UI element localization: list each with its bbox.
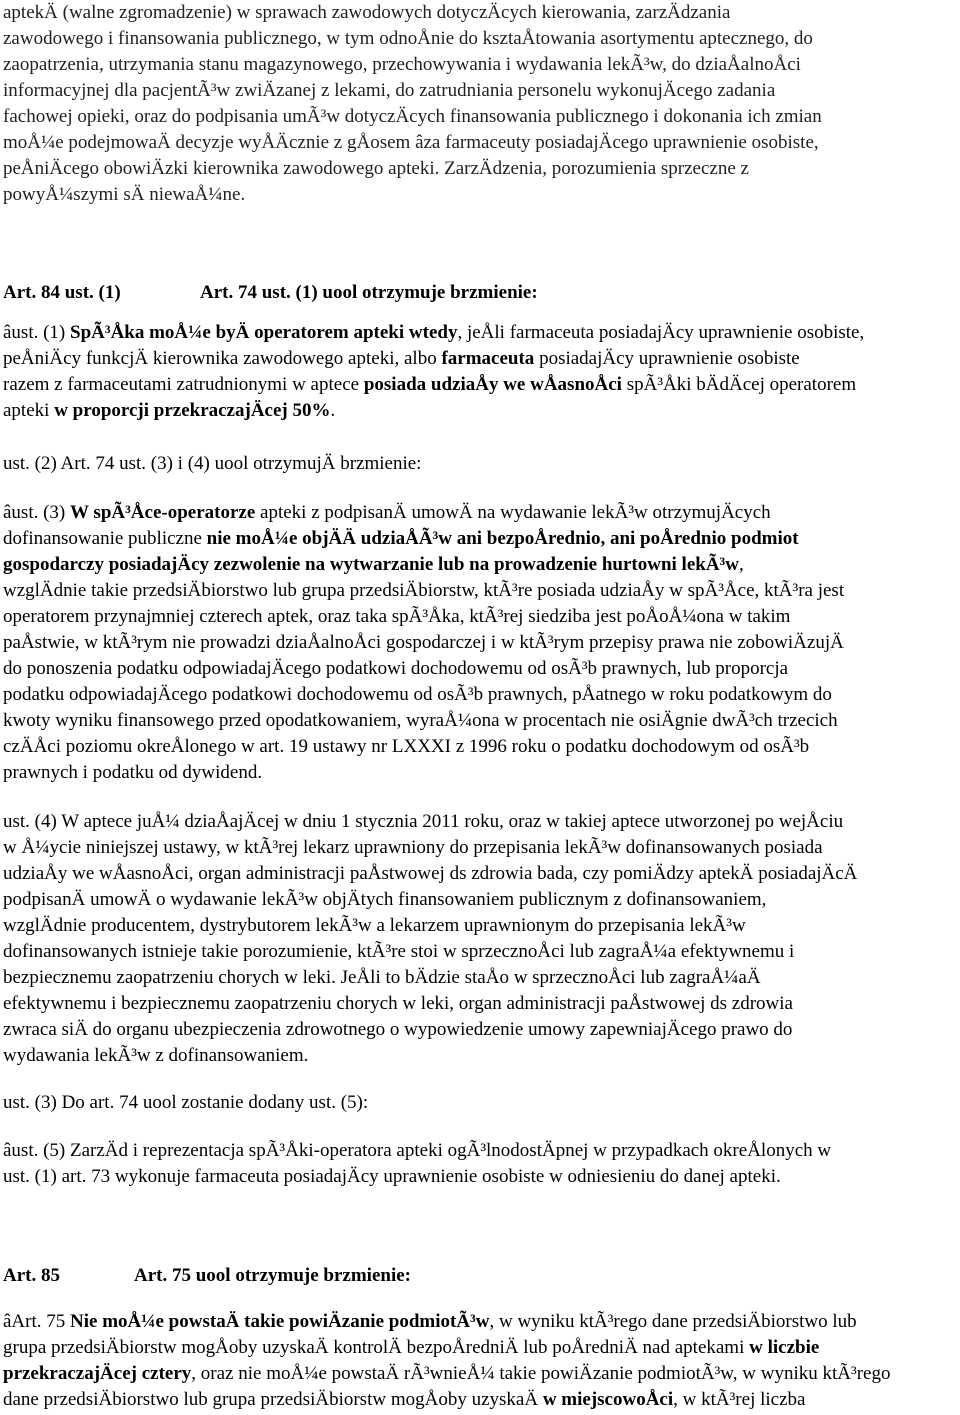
text-run: razem z farmaceutami zatrudnionymi w aptece <box>3 374 364 395</box>
text-run: , <box>738 554 744 575</box>
text-run: âArt. 75 <box>3 1311 71 1332</box>
ust3-add-heading <box>3 1090 957 1116</box>
intro-line: aptekÄ (walne zgromadzenie) w sprawach zawodowych dotyczÄcych kierowania, zarzÄdzania <box>3 2 731 23</box>
bold-run: w miejscowoÅci <box>542 1389 674 1410</box>
ust5-line: ust. (1) art. 73 wykonuje farmaceuta posiadajÄcy uprawnienie osobiste w odniesieniu do danej apteki. <box>3 1166 781 1187</box>
ust3-line: kwoty wyniku finansowego przed opodatkowaniem, wyraÅ¼ona w procentach nie osiÄgnie dwÃ³ch trzecich <box>3 710 838 731</box>
text-run: , oraz nie moÅ¼e powstaÄ rÃ³wnieÅ¼ takie powiÄzanie podmiotÃ³w, w wyniku ktÃ³rego <box>191 1363 891 1384</box>
text-run: spÃ³Åki bÄdÄcej operatorem <box>621 374 857 395</box>
ust3-line <box>3 526 957 552</box>
text-run: apteki z podpisanÄ umowÄ na wydawanie lekÃ³w otrzymujÄcych <box>255 502 771 523</box>
ust3-paragraph <box>3 500 957 786</box>
ust1-paragraph <box>3 320 957 424</box>
ust4-line: ust. (4) W aptece juÅ¼ dziaÅajÄcej w dniu 1 stycznia 2011 roku, oraz w takiej aptece utworzonej po wejÅciu <box>3 811 844 832</box>
text-run: dane przedsiÄbiorstwo lub grupa przedsiÄbiorstw mogÅoby uzyskaÄ <box>3 1389 543 1410</box>
ust4-line: wzglÄdnie producentem, dystrybutorem lekÃ³w a lekarzem uprawnionym do przepisania lekÃ³w <box>3 915 746 936</box>
bold-run: Nie moÅ¼e powstaÄ takie powiÄzanie podmiotÃ³w <box>70 1311 490 1332</box>
art75-line <box>3 1387 957 1413</box>
ust3-line: paÅstwie, w ktÃ³rym nie prowadzi dziaÅalnoÅci gospodarczej i w ktÃ³rym przepisy prawa nie zobowiÄzujÄ <box>3 632 844 653</box>
ust5-paragraph <box>3 1138 957 1190</box>
text-run: dofinansowanie publiczne <box>3 528 207 549</box>
intro-line: informacyjnej dla pacjentÃ³w zwiÄzanej z lekami, do zatrudniania personelu wykonujÄcego zadania <box>3 80 776 101</box>
text-run: apteki <box>3 400 55 421</box>
bold-run: gospodarczy posiadajÄcy zezwolenie na wytwarzanie lub na prowadzenie hurtowni lekÃ³w <box>3 554 739 575</box>
ust3-add-heading-text: ust. (3) Do art. 74 uool zostanie dodany ust. (5): <box>3 1092 369 1113</box>
text-run: posiadajÄcy uprawnienie osobiste <box>534 348 800 369</box>
ust3-line: operatorem przynajmniej czterech aptek, oraz taka spÃ³Åka, ktÃ³rej siedziba jest poÅoÅ¼ona w takim <box>3 606 791 627</box>
intro-line: moÅ¼e podejmowaÄ decyzje wyÅÄcznie z gÅosem âza farmaceuty posiadajÄcego uprawnienie osobiste, <box>3 132 819 153</box>
text-run: grupa przedsiÄbiorstw mogÅoby uzyskaÄ kontrolÄ bezpoÅredniÄ lub poÅredniÄ nad aptekami <box>3 1337 750 1358</box>
ust4-line: efektywnemu i bezpiecznemu zaopatrzeniu chorych w leki, organ administracji paÅstwowej ds zdrowia <box>3 993 793 1014</box>
ust4-line: zwraca siÄ do organu ubezpieczenia zdrowotnego o wypowiedzenie umowy zapewniajÄcego prawo do <box>3 1019 793 1040</box>
text-run: , jeÅli farmaceuta posiadajÄcy uprawnienie osobiste, <box>457 322 865 343</box>
ust2-heading <box>3 451 957 477</box>
intro-line: fachowej opieki, oraz do podpisania umÃ³w dotyczÄcych finansowania publicznego i dokonania ich zmian <box>3 106 822 127</box>
ust4-line: podpisanÄ umowÄ o wydawanie lekÃ³w objÄtych finansowaniem publicznym z dofinansowaniem, <box>3 889 767 910</box>
ust3-line: czÄÅci poziomu okreÅlonego w art. 19 ustawy nr LXXXI z 1996 roku o podatku dochodowym od osÃ³b <box>3 736 810 757</box>
ust4-line: w Å¼ycie niniejszej ustawy, w ktÃ³rej lekarz uprawniony do przepisania lekÃ³w dofinansowanych posiada <box>3 837 823 858</box>
bold-run: nie moÅ¼e objÄÄ udziaÅÃ³w ani bezpoÅrednio, ani poÅrednio podmiot <box>206 528 799 549</box>
ust3-line: prawnych i podatku od dywidend. <box>3 762 263 783</box>
bold-run: w proporcji przekraczajÄcej 50% <box>54 400 331 421</box>
art75-line <box>3 1361 957 1387</box>
ust4-line: dofinansowanych istnieje takie porozumienie, ktÃ³re stoi w sprzecznoÅci lub zagraÅ¼a efektywnemu i <box>3 941 795 962</box>
bold-run: farmaceuta <box>441 348 535 369</box>
ust3-line: wzglÄdnie takie przedsiÄbiorstwo lub grupa przedsiÄbiorstw, ktÃ³re posiada udziaÅy w spÃ³Åce, ktÃ³ra jest <box>3 580 845 601</box>
text-run: . <box>330 400 336 421</box>
ust4-line: bezpiecznemu zaopatrzeniu chorych w leki. JeÅli to bÄdzie staÅo w sprzecznoÅci lub zagraÅ¼aÄ <box>3 967 761 988</box>
ust5-line: âust. (5) ZarzÄd i reprezentacja spÃ³Åki-operatora apteki ogÃ³lnodostÄpnej w przypadkach okreÅlonych w <box>3 1140 832 1161</box>
ust2-heading-text: ust. (2) Art. 74 ust. (3) i (4) uool otrzymujÄ brzmienie: <box>3 453 422 474</box>
bold-run: W spÃ³Åce-operatorze <box>70 502 256 523</box>
ust3-line: podatku odpowiadajÄcego podatkowi dochodowemu od osÃ³b prawnych, pÅatnego w roku podatkowym do <box>3 684 832 705</box>
text-run: , w ktÃ³rej liczba <box>673 1389 806 1410</box>
intro-line: powyÅ¼szymi sÄ niewaÅ¼ne. <box>3 184 246 205</box>
intro-line: zawodowego i finansowania publicznego, w tym odnoÅnie do ksztaÅtowania asortymentu aptecznego, do <box>3 28 813 49</box>
bold-run: posiada udziaÅy we wÅasnoÅci <box>363 374 622 395</box>
art84-heading-right: Art. 74 ust. (1) uool otrzymuje brzmienie: <box>200 282 538 303</box>
ust1-line <box>3 398 957 424</box>
bold-run: SpÃ³Åka moÅ¼e byÄ operatorem apteki wtedy <box>70 322 458 343</box>
ust3-line <box>3 500 957 526</box>
text-run: peÅniÄcy funkcjÄ kierownika zawodowego apteki, albo <box>3 348 442 369</box>
ust3-line <box>3 552 957 578</box>
art84-heading-left: Art. 84 ust. (1) <box>3 282 121 303</box>
ust4-line: wydawania lekÃ³w z dofinansowaniem. <box>3 1045 309 1066</box>
intro-paragraph <box>3 0 957 208</box>
intro-line: zaopatrzenia, utrzymania stanu magazynowego, przechowywania i wydawania lekÃ³w, do dziaÅalnoÅci <box>3 54 801 75</box>
art85-heading-right: Art. 75 uool otrzymuje brzmienie: <box>134 1265 412 1286</box>
art75-line <box>3 1309 957 1335</box>
text-run: âust. (1) <box>3 322 71 343</box>
intro-line: peÅniÄcego obowiÄzki kierownika zawodowego apteki. ZarzÄdzenia, porozumienia sprzeczne z <box>3 158 749 179</box>
art75-line <box>3 1335 957 1361</box>
text-run: , w wyniku ktÃ³rego dane przedsiÄbiorstwo lub <box>489 1311 857 1332</box>
ust4-paragraph <box>3 809 957 1069</box>
ust1-line <box>3 346 957 372</box>
bold-run: przekraczajÄcej cztery <box>3 1363 192 1384</box>
ust1-line <box>3 372 957 398</box>
art75-paragraph <box>3 1309 957 1413</box>
ust1-line <box>3 320 957 346</box>
text-run: âust. (3) <box>3 502 71 523</box>
bold-run: w liczbie <box>749 1337 820 1358</box>
art85-heading-left: Art. 85 <box>3 1265 60 1286</box>
ust4-line: udziaÅy we wÅasnoÅci, organ administracji paÅstwowej ds zdrowia bada, czy pomiÄdzy aptekÄ posiadajÄcÄ <box>3 863 858 884</box>
ust3-line: do ponoszenia podatku odpowiadajÄcego podatkowi dochodowemu od osÃ³b prawnych, lub proporcja <box>3 658 789 679</box>
